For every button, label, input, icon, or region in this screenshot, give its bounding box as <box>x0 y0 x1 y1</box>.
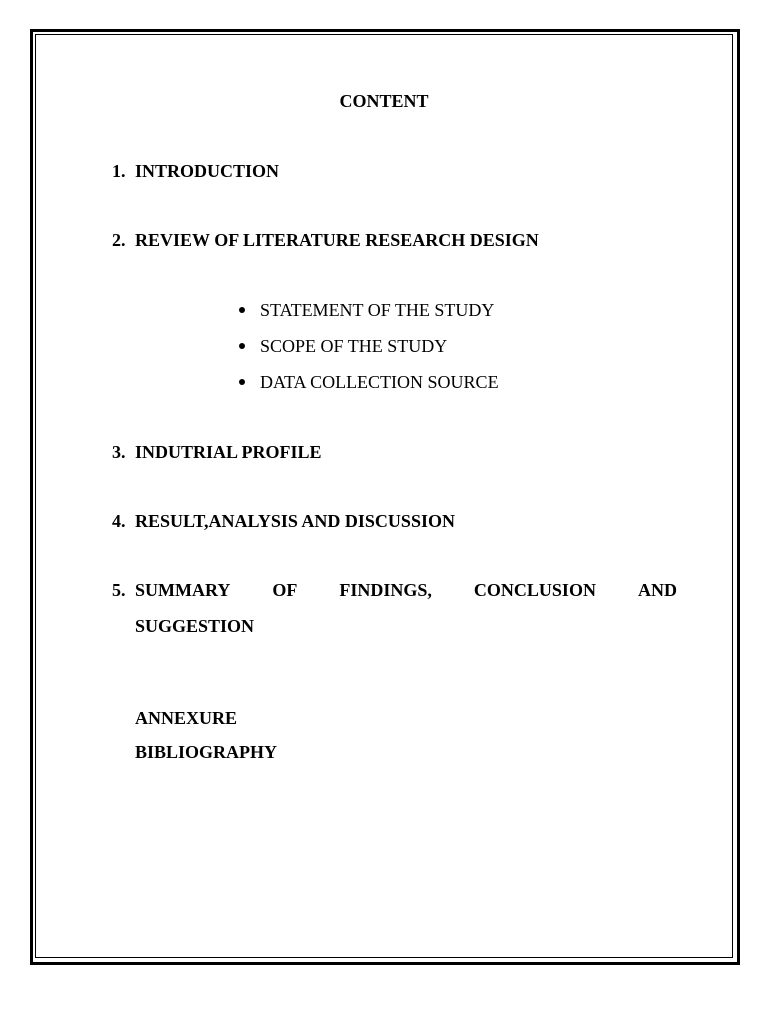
toc-item-label: REVIEW OF LITERATURE RESEARCH DESIGN <box>135 230 539 250</box>
toc-item-word: CONCLUSION <box>473 580 596 600</box>
bullet-icon <box>239 307 245 313</box>
toc-item-line <box>112 579 677 601</box>
toc-item-number: 3. <box>112 442 126 462</box>
toc-subitem <box>238 299 499 321</box>
toc-bibliography: BIBLIOGRAPHY <box>135 742 278 762</box>
toc-item-result-analysis <box>112 510 455 532</box>
toc-item-label: INDUTRIAL PROFILE <box>135 442 322 462</box>
toc-item-summary-of-findings <box>112 579 677 637</box>
toc-item-word: SUMMARY <box>135 580 231 600</box>
page-title: CONTENT <box>339 91 429 111</box>
bullet-icon <box>239 343 245 349</box>
toc-item-number: 2. <box>112 230 126 250</box>
toc-item-continuation: SUGGESTION <box>135 616 255 636</box>
toc-subitem-list <box>238 299 499 407</box>
toc-subitem-label: SCOPE OF THE STUDY <box>260 336 448 356</box>
toc-item-number: 4. <box>112 511 126 531</box>
toc-subitem-label: DATA COLLECTION SOURCE <box>260 372 499 392</box>
toc-item-industrial-profile <box>112 441 322 463</box>
bullet-icon <box>239 379 245 385</box>
toc-item-number: 5. <box>112 580 126 600</box>
toc-annexure: ANNEXURE <box>135 708 238 728</box>
toc-item-word: FINDINGS, <box>339 580 432 600</box>
toc-item-review-of-literature <box>112 229 539 251</box>
toc-subitem <box>238 371 499 393</box>
toc-item-label: RESULT,ANALYSIS AND DISCUSSION <box>135 511 455 531</box>
toc-item-number: 1. <box>112 161 126 181</box>
toc-item-introduction <box>112 160 279 182</box>
toc-item-label: INTRODUCTION <box>135 161 280 181</box>
toc-item-word: AND <box>637 580 677 600</box>
toc-subitem-label: STATEMENT OF THE STUDY <box>260 300 495 320</box>
toc-item-word: OF <box>272 580 298 600</box>
toc-subitem <box>238 335 499 357</box>
